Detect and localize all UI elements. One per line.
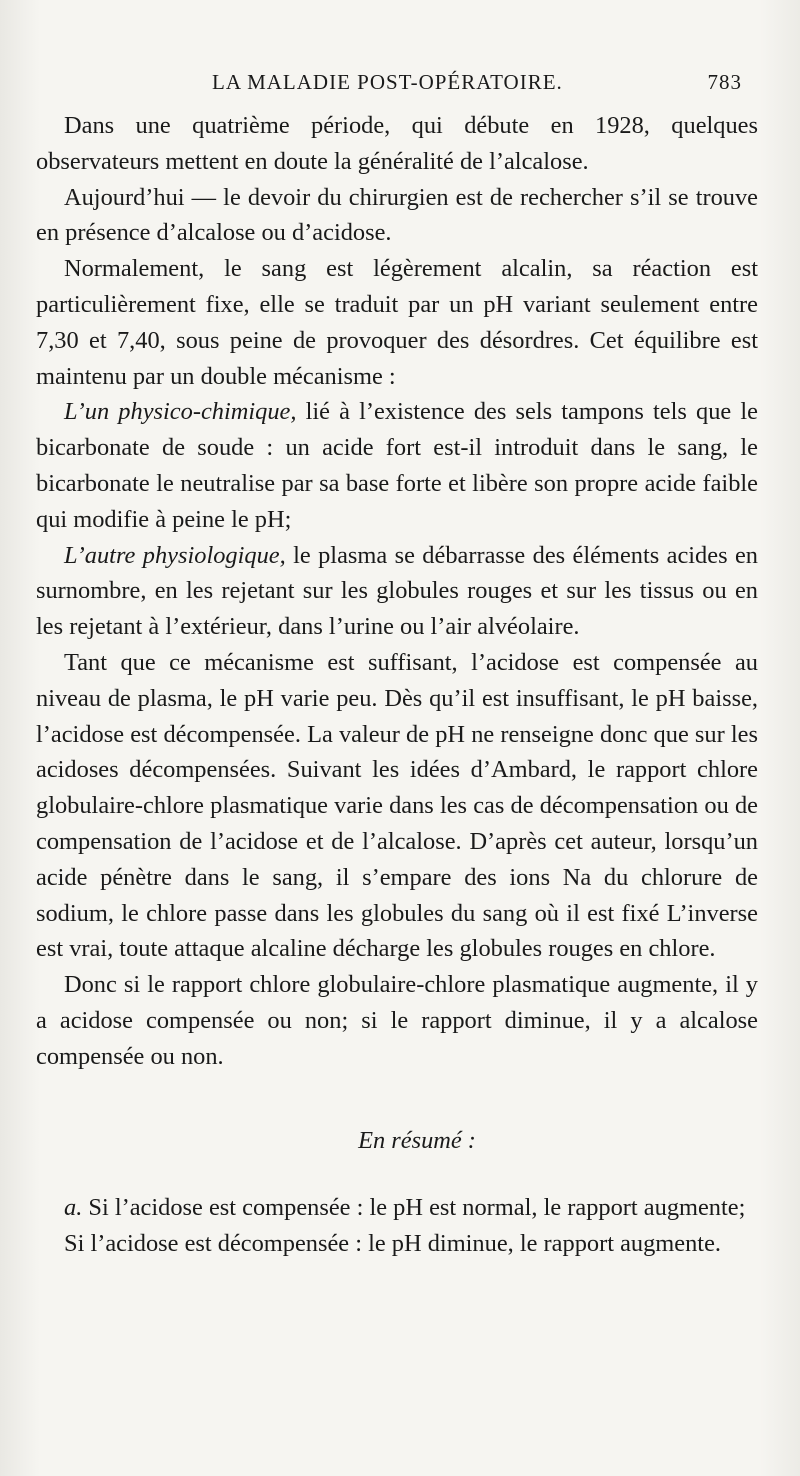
running-title: LA MALADIE POST-OPÉRATOIRE. bbox=[212, 70, 563, 94]
paragraph: Dans une quatrième période, qui débute en 1928, quelques observateurs mettent en doute la généralité de l’alcalose. bbox=[36, 112, 758, 175]
summary-item bbox=[36, 1226, 758, 1262]
paragraph bbox=[36, 394, 758, 537]
spacer bbox=[36, 1075, 758, 1123]
paragraph: Donc si le rapport chlore globulaire-chlore plasmatique augmente, il y a acidose compensée ou non; si le rapport diminue, il y a alcalose compensée ou non. bbox=[36, 971, 758, 1070]
summary-item-text: Si l’acidose est décompensée : le pH diminue, le rapport augmente. bbox=[64, 1230, 721, 1258]
paragraph: Tant que ce mécanisme est suffisant, l’acidose est compensée au niveau de plasma, le pH varie peu. Dès qu’il est insuffisant, le pH baisse, l’acidose est décompensée. La valeur de pH ne renseigne donc que sur les acidoses décompensées. Suivant les idées d’Ambard, le rapport chlore globulaire-chlore plasmatique varie dans les cas de décompensation ou de compensation de l’acidose et de l’alcalose. D’après cet auteur, lorsqu’un acide pénètre dans le sang, il s’empare des ions Na du chlorure de sodium, le chlore passe dans les globules du sang où il est fixé L’inverse est vrai, toute attaque alcaline décharge les globules rouges en chlore. bbox=[36, 648, 758, 963]
body-text bbox=[36, 108, 758, 1262]
spacer bbox=[36, 1158, 758, 1190]
paragraph-lead: L’autre physiologique, bbox=[64, 541, 286, 569]
summary-item-text: Si l’acidose est compensée : le pH est normal, le rapport augmente; bbox=[82, 1194, 746, 1222]
page-header bbox=[212, 70, 742, 95]
paragraph-text: le plasma se débarrasse des éléments acides en surnombre, en les rejetant sur les globules rouges et sur les tissus ou en les rejetant à l’extérieur, dans l’urine ou l’air alvéolaire. bbox=[36, 541, 758, 641]
paragraph bbox=[36, 538, 758, 645]
summary-item bbox=[36, 1190, 758, 1226]
summary-item-lead: a. bbox=[64, 1194, 83, 1222]
page-number: 783 bbox=[707, 70, 742, 94]
summary-heading: En résumé : bbox=[358, 1126, 476, 1154]
paragraph: Normalement, le sang est légèrement alcalin, sa réaction est particulièrement fixe, elle se traduit par un pH variant seulement entre 7,30 et 7,40, sous peine de provoquer des désordres. Cet équilibre est maintenu par un double mécanisme : bbox=[36, 255, 758, 390]
paragraph-text: lié à l’existence des sels tampons tels que le bicarbonate de soude : un acide fort est-il introduit dans le sang, le bicarbonate le neutralise par sa base forte et libère son propre acide faible qui modifie à peine le pH; bbox=[36, 398, 758, 533]
paragraph: Aujourd’hui — le devoir du chirurgien est de rechercher s’il se trouve en présence d’alcalose ou d’acidose. bbox=[36, 183, 758, 247]
paragraph-lead: L’un physico-chimique, bbox=[64, 398, 297, 426]
